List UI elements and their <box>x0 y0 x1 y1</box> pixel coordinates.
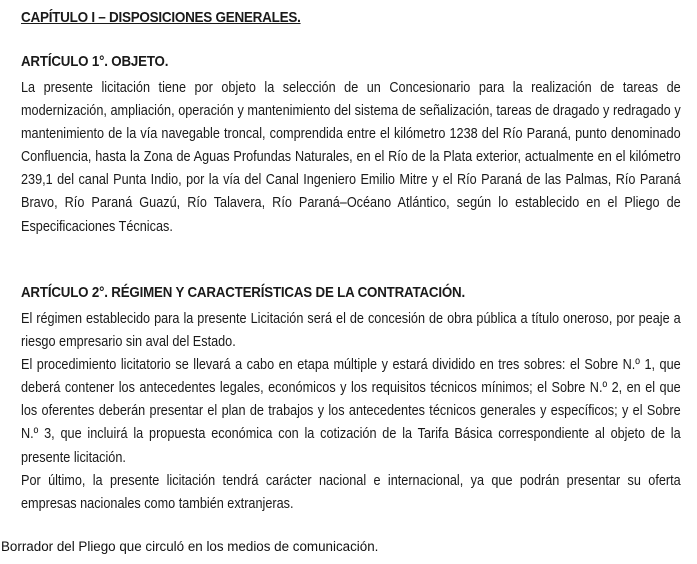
article-1-body <box>21 77 681 239</box>
image-caption: Borrador del Pliego que circuló en los medios de comunicación. <box>1 539 379 554</box>
article-2-paragraph-3: Por último, la presente licitación tendrá carácter nacional e internacional, ya que podrán presentar su oferta empresas nacionales como también extranjeras. <box>21 472 681 512</box>
article-2-title: ARTÍCULO 2°. RÉGIMEN Y CARACTERÍSTICAS DE LA CONTRATACIÓN. <box>21 285 465 301</box>
article-1-title: ARTÍCULO 1°. OBJETO. <box>21 54 169 70</box>
article-2-paragraph-1: El régimen establecido para la presente Licitación será el de concesión de obra pública a título oneroso, por peaje a riesgo empresario sin aval del Estado. <box>21 311 681 351</box>
article-2-body <box>21 308 681 516</box>
article-1-paragraph: La presente licitación tiene por objeto la selección de un Concesionario para la realización de tareas de modernización, ampliación, operación y mantenimiento del sistema de señalización, tareas de dragado y redragado y mantenimiento de la vía navegable troncal, comprendida entre el kilómetro 1238 del Río Paraná, punto denominado Confluencia, hasta la Zona de Aguas Profundas Naturales, en el Río de la Plata exterior, actualmente en el kilómetro 239,1 del canal Punta Indio, por la vía del Canal Ingeniero Emilio Mitre y el Río Paraná de las Palmas, Río Paraná Bravo, Río Paraná Guazú, Río Talavera, Río Paraná–Océano Atlántico, según lo establecido en el Pliego de Especificaciones Técnicas. <box>21 80 681 235</box>
article-2-paragraph-2: El procedimiento licitatorio se llevará a cabo en etapa múltiple y estará dividido en tres sobres: el Sobre N.º 1, que deberá contener los antecedentes legales, económicos y los requisitos técnicos mínimos; el Sobre N.º 2, en el que los oferentes deberán presentar el plan de trabajos y los antecedentes técnicos generales y específicos; y el Sobre N.º 3, que incluirá la propuesta económica con la cotización de la Tarifa Básica correspondiente al objeto de la presente licitación. <box>21 357 681 466</box>
chapter-title: CAPÍTULO I – DISPOSICIONES GENERALES. <box>21 9 301 26</box>
